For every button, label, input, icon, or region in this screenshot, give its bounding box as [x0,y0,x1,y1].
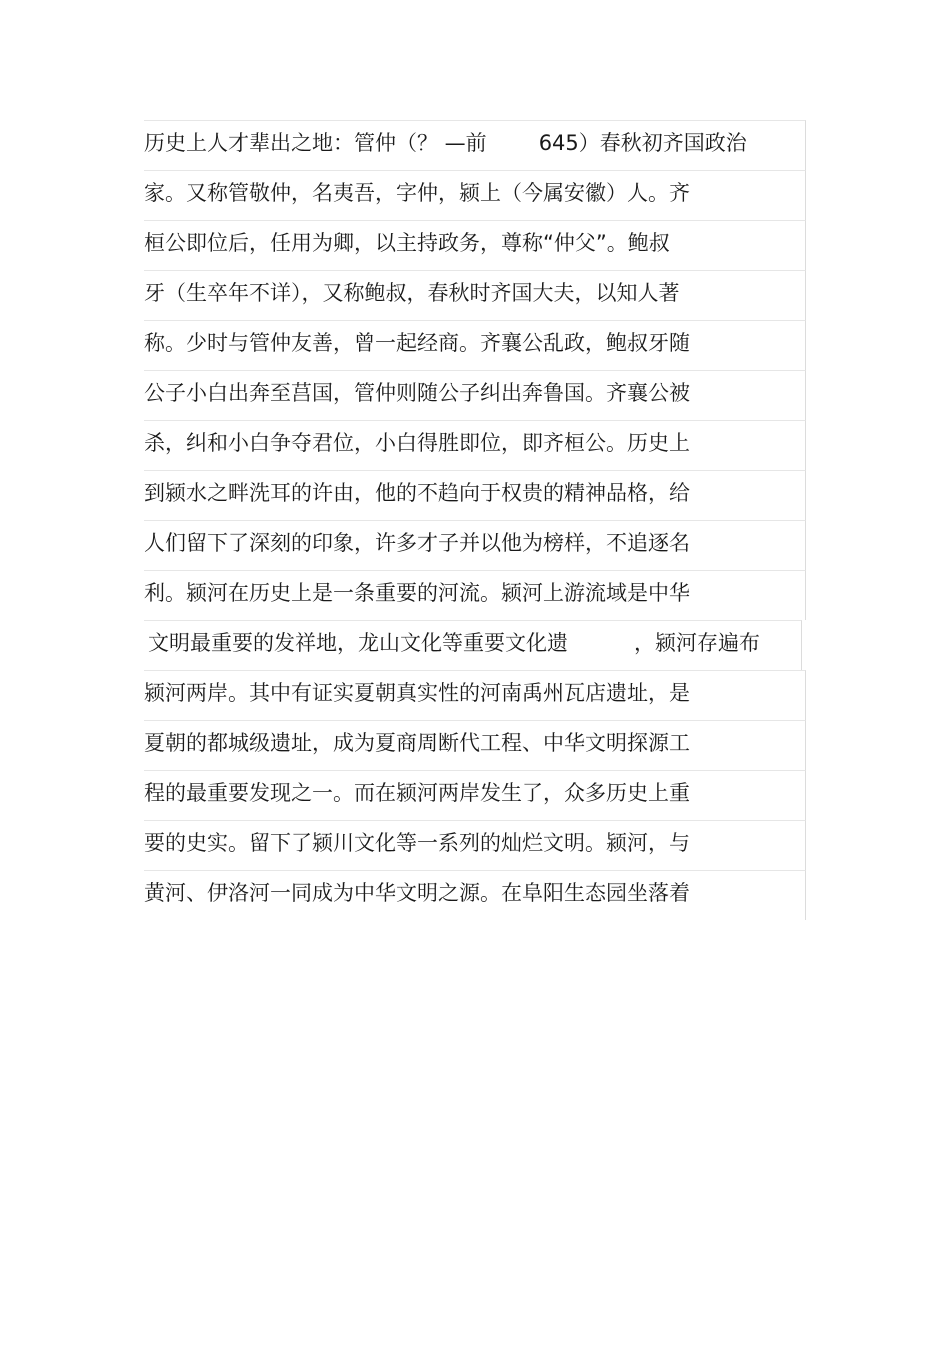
text-line [144,420,806,470]
text-line [144,770,806,820]
text-segment: 杀，纠和小白争夺君位，小白得胜即位，即齐桓公。历史上 [144,431,690,455]
text-segment: ，颍河存遍布 [634,631,760,655]
text-line [144,620,802,670]
text-segment: 夏朝的都城级遗址，成为夏商周断代工程、中华文明探源工 [144,731,690,755]
text-segment: 人们留下了深刻的印象，许多才子并以他为榜样，不追逐名 [144,531,690,555]
text-segment: 要的史实。留下了颍川文化等一系列的灿烂文明。颍河，与 [144,831,690,855]
text-segment: 公子小白出奔至莒国，管仲则随公子纠出奔鲁国。齐襄公被 [144,381,690,405]
text-line [144,120,806,170]
text-line [144,220,806,270]
text-line [144,520,806,570]
body-paragraph [144,120,806,920]
text-segment: 程的最重要发现之一。而在颍河两岸发生了，众多历史上重 [144,781,690,805]
text-segment: 家。又称管敬仲，名夷吾，字仲，颍上（今属安徽）人。齐 [144,181,690,205]
text-line [144,370,806,420]
text-segment: 利。颍河在历史上是一条重要的河流。颍河上游流域是中华 [144,581,690,605]
text-segment: 文明最重要的发祥地，龙山文化等重要文化遗 [148,631,568,655]
text-line [144,570,806,620]
text-segment: 颍河两岸。其中有证实夏朝真实性的河南禹州瓦店遗址，是 [144,681,690,705]
text-line [144,170,806,220]
text-segment: 历史上人才辈出之地：管仲（？ —前 [144,131,487,155]
text-segment: 到颍水之畔洗耳的许由，他的不趋向于权贵的精神品格，给 [144,481,690,505]
text-segment: 黄河、伊洛河一同成为中华文明之源。在阜阳生态园坐落着 [144,881,690,905]
text-segment: 牙（生卒年不详），又称鲍叔，春秋时齐国大夫，以知人著 [144,281,680,305]
text-segment: 称。少时与管仲友善，曾一起经商。齐襄公乱政，鲍叔牙随 [144,331,690,355]
text-line [144,820,806,870]
text-line [144,270,806,320]
text-line [144,670,806,720]
text-line [144,870,806,920]
text-line [144,720,806,770]
text-line [144,320,806,370]
text-line [144,470,806,520]
text-segment: 桓公即位后，任用为卿，以主持政务，尊称“仲父”。鲍叔 [144,231,670,255]
text-segment: 645）春秋初齐国政治 [538,131,747,155]
